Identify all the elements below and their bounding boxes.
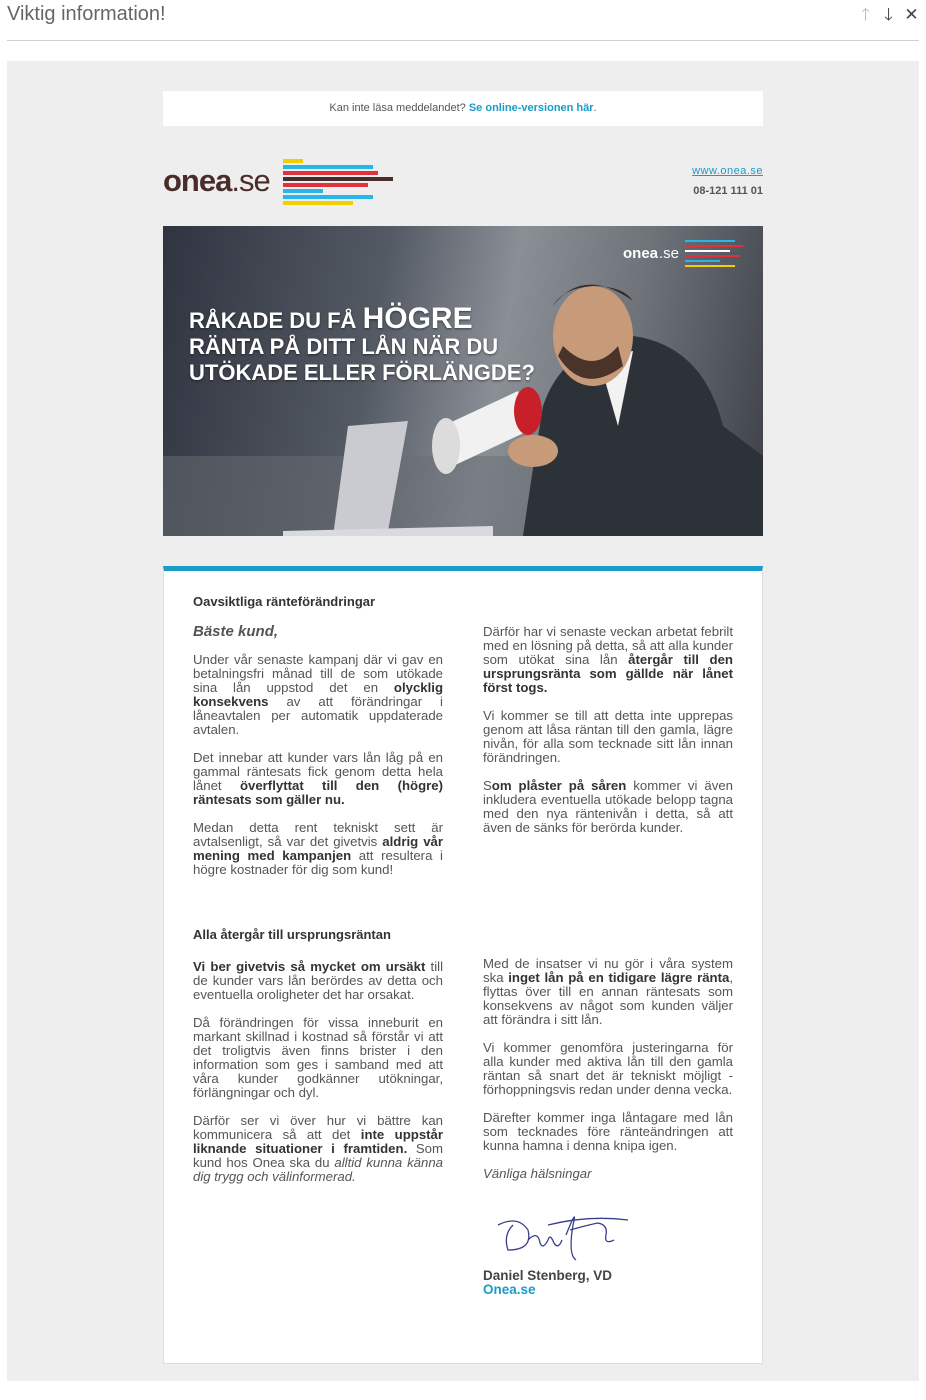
section2-right-p1: Med de insatser vi nu gör i våra system ska inget lån på en tidigare lägre ränta, flyttas över till en annan räntesats som konsekvens av något som kunden väljer att förändra i sitt lån. — [483, 956, 733, 1027]
logo-wordmark — [163, 163, 270, 199]
preheader-suffix: . — [593, 102, 597, 114]
hero-logo — [623, 240, 753, 270]
header-contact — [692, 165, 763, 197]
section2-left-p1: Vi ber givetvis så mycket om ursäkt till de kunder vars lån berördes av detta och eventuella oroligheter det har orsakat. — [193, 959, 443, 1002]
previous-message-icon[interactable]: 🡑 — [861, 5, 870, 24]
content-card — [163, 566, 763, 1364]
section1-left-p1: Under vår senaste kampanj där vi gav en betalningsfri månad till de som utökade sina lån uppstod det en olycklig konsekvens av att förändringar i låneavtalen per automatik uppdaterade avtalen. — [193, 652, 443, 737]
section2-right-p3: Därefter kommer inga låntagare med lån som tecknades före ränteändringen att kunna hamna i denna knipa igen. — [483, 1110, 733, 1153]
section2-left-column — [193, 928, 443, 1198]
next-message-icon[interactable]: 🡓 — [884, 5, 893, 24]
section2-left-p3: Därför ser vi över hur vi bättre kan kommunicera så att det inte uppstår liknande situationer i framtiden. Som kund hos Onea ska du alltid kunna känna dig trygg och välinformerad. — [193, 1113, 444, 1184]
section2-right-p2: Vi kommer genomföra justeringarna för alla kunder med aktiva lån till den gamla räntan så snart det är tekniskt möjligt - förhoppningsvis redan under denna vecka. — [483, 1040, 733, 1097]
section2-heading: Alla återgår till ursprungsräntan — [193, 927, 391, 942]
hero-logo-tld: .se — [659, 245, 680, 262]
preheader — [163, 91, 763, 126]
hero-line2: RÄNTA PÅ DITT LÅN NÄR DU — [189, 334, 499, 359]
section1-right-p3: Som plåster på såren kommer vi även inkludera eventuella utökade belopp tagna med den nya räntenivån i detta, så att även de sänks för berörda kunder. — [483, 778, 733, 835]
logo-tld: .se — [231, 163, 270, 198]
section1-right-p2: Vi kommer se till att detta inte upprepas genom att låsa räntan till den gamla, lägre nivån, för alla som tecknade sitt lån innan förändringen. — [483, 708, 733, 765]
section2-right-column — [483, 957, 733, 1297]
section1-heading: Oavsiktliga ränteförändringar — [193, 594, 376, 609]
greeting: Bäste kund, — [193, 623, 279, 640]
signature-image — [488, 1195, 638, 1265]
company-link[interactable]: Onea.se — [483, 1282, 536, 1297]
section2-left-p2: Då förändringen för vissa inneburit en markant skillnad i kostnad så förstår vi att det troligtvis även finns brister i den information som ges i samband med att våra kunder godkänner utökningar, förlängningar och dyl. — [193, 1015, 443, 1100]
closing-text: Vänliga hälsningar — [483, 1166, 592, 1181]
hero-line1a: RÅKADE DU FÅ — [189, 308, 363, 333]
message-header — [0, 0, 926, 40]
header-divider — [7, 40, 919, 41]
hero-banner[interactable] — [163, 226, 763, 536]
message-subject: Viktig information! — [7, 3, 166, 25]
onea-logo[interactable] — [163, 155, 403, 210]
signer-name: Daniel Stenberg, VD — [483, 1268, 613, 1283]
online-version-link[interactable]: Se online-versionen här — [468, 102, 594, 114]
section1-right-column — [483, 625, 733, 849]
logo-brand: onea — [163, 163, 232, 198]
hero-headline — [189, 302, 535, 386]
preheader-text: Kan inte läsa meddelandet? — [329, 102, 466, 114]
message-actions — [857, 6, 920, 24]
section1-left-p2: Det innebar att kunder vars lån låg på en gammal räntesats fick genom detta hela lånet överflyttat till den (högre) räntesats som gäller nu. — [193, 750, 443, 807]
phone-number: 08-121 111 01 — [693, 185, 763, 197]
hero-line3: UTÖKADE ELLER FÖRLÄNGDE? — [189, 360, 535, 385]
hero-line1b: HÖGRE — [362, 302, 473, 335]
section1-right-p1: Därför har vi senaste veckan arbetat febrilt med en lösning på detta, så att alla kunder som utökat sina lån återgår till den ursprungsränta som gällde när lånet först togs. — [483, 624, 733, 695]
section1-left-column — [193, 595, 443, 891]
close-icon[interactable]: ✕ — [904, 5, 919, 24]
website-link[interactable]: www.onea.se — [692, 165, 763, 177]
section1-left-p3: Medan detta rent tekniskt sett är avtalsenligt, så var det givetvis aldrig vår mening med kampanjen att resultera i högre kostnader för dig som kund! — [193, 820, 444, 877]
hero-logo-brand: onea — [623, 245, 659, 262]
